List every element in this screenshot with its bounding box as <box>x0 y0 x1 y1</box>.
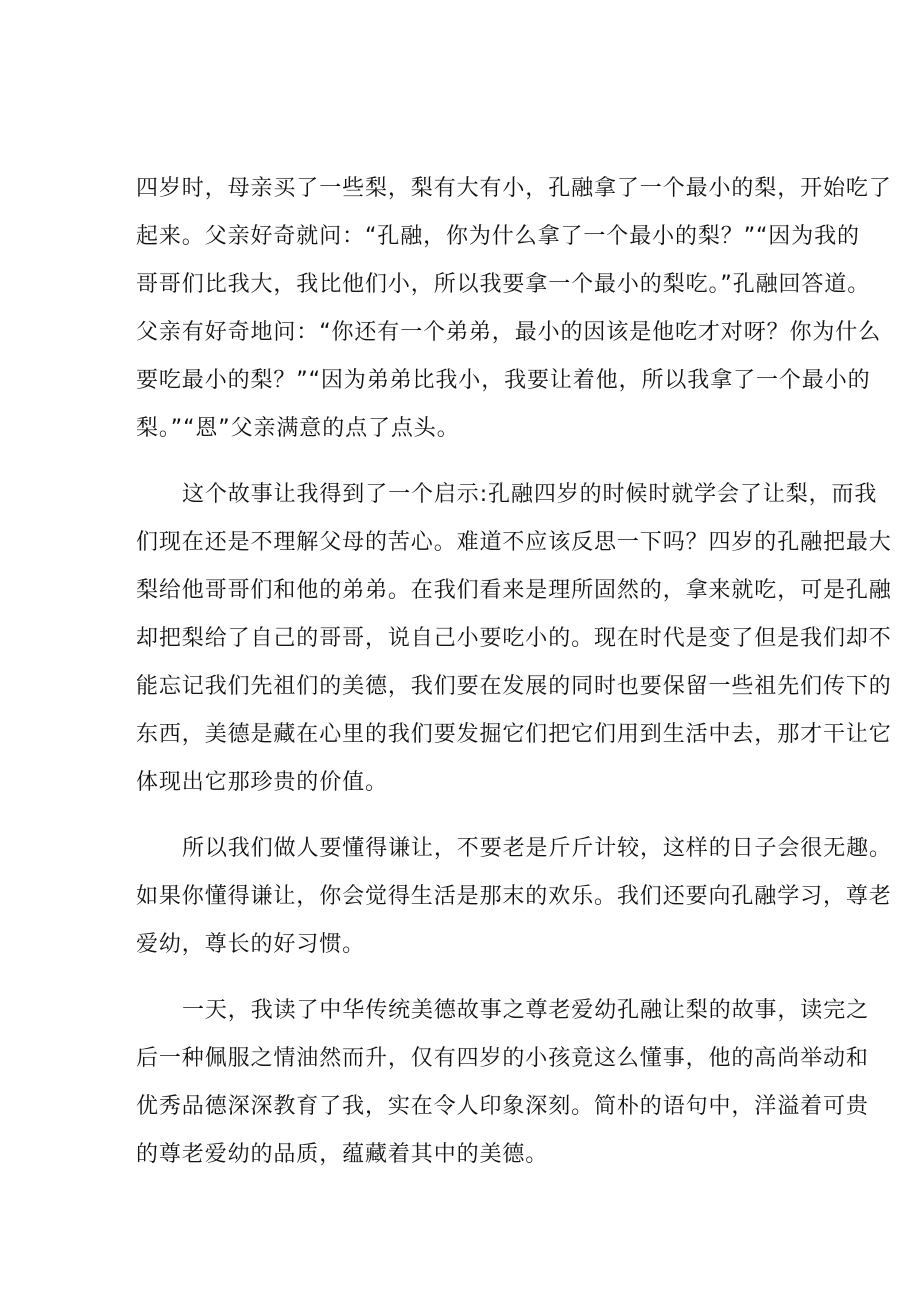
paragraph-4-line-1: 一天，我读了中华传统美德故事之尊老爱幼孔融让梨的故事，读完之 <box>182 998 870 1023</box>
paragraph-2-line-7: 体现出它那珍贵的价值。 <box>136 770 388 795</box>
paragraph-1-line-1: 四岁时，母亲买了一些梨，梨有大有小，孔融拿了一个最小的梨，开始吃了 <box>136 176 892 201</box>
paragraph-3-line-2: 如果你懂得谦让，你会觉得生活是那末的欢乐。我们还要向孔融学习，尊老 <box>136 884 892 909</box>
paragraph-2-line-1: 这个故事让我得到了一个启示:孔融四岁的时候时就学会了让梨，而我 <box>182 482 878 507</box>
paragraph-3-line-3: 爱幼，尊长的好习惯。 <box>136 932 366 957</box>
paragraph-4-line-2: 后一种佩服之情油然而升，仅有四岁的小孩竟这么懂事，他的高尚举动和 <box>136 1046 869 1071</box>
paragraph-4-line-4: 的尊老爱幼的品质，蕴藏着其中的美德。 <box>136 1142 549 1167</box>
paragraph-2-line-2: 们现在还是不理解父母的苦心。难道不应该反思一下吗？四岁的孔融把最大 <box>136 530 892 555</box>
paragraph-1-line-4: 父亲有好奇地问：“你还有一个弟弟，最小的因该是他吃才对呀？你为什么 <box>136 320 882 345</box>
paragraph-1-line-2: 起来。父亲好奇就问：“孔融，你为什么拿了一个最小的梨？”“因为我的 <box>136 224 860 249</box>
paragraph-2-line-4: 却把梨给了自己的哥哥，说自己小要吃小的。现在时代是变了但是我们却不 <box>136 626 892 651</box>
paragraph-2-line-6: 东西，美德是藏在心里的我们要发掘它们把它们用到生活中去，那才干让它 <box>136 722 892 747</box>
paragraph-1-line-6: 梨。”“恩”父亲满意的点了点头。 <box>136 416 460 441</box>
paragraph-2-line-3: 梨给他哥哥们和他的弟弟。在我们看来是理所固然的，拿来就吃，可是孔融 <box>136 578 892 603</box>
paragraph-2-line-5: 能忘记我们先祖们的美德，我们要在发展的同时也要保留一些祖先们传下的 <box>136 674 892 699</box>
paragraph-4-line-3: 优秀品德深深教育了我，实在令人印象深刻。简朴的语句中，洋溢着可贵 <box>136 1094 869 1119</box>
paragraph-1-line-3: 哥哥们比我大，我比他们小，所以我要拿一个最小的梨吃。”孔融回答道。 <box>136 272 871 297</box>
paragraph-3-line-1: 所以我们做人要懂得谦让，不要老是斤斤计较，这样的日子会很无趣。 <box>182 836 892 861</box>
paragraph-1-line-5: 要吃最小的梨？”“因为弟弟比我小，我要让着他，所以我拿了一个最小的 <box>136 368 871 393</box>
